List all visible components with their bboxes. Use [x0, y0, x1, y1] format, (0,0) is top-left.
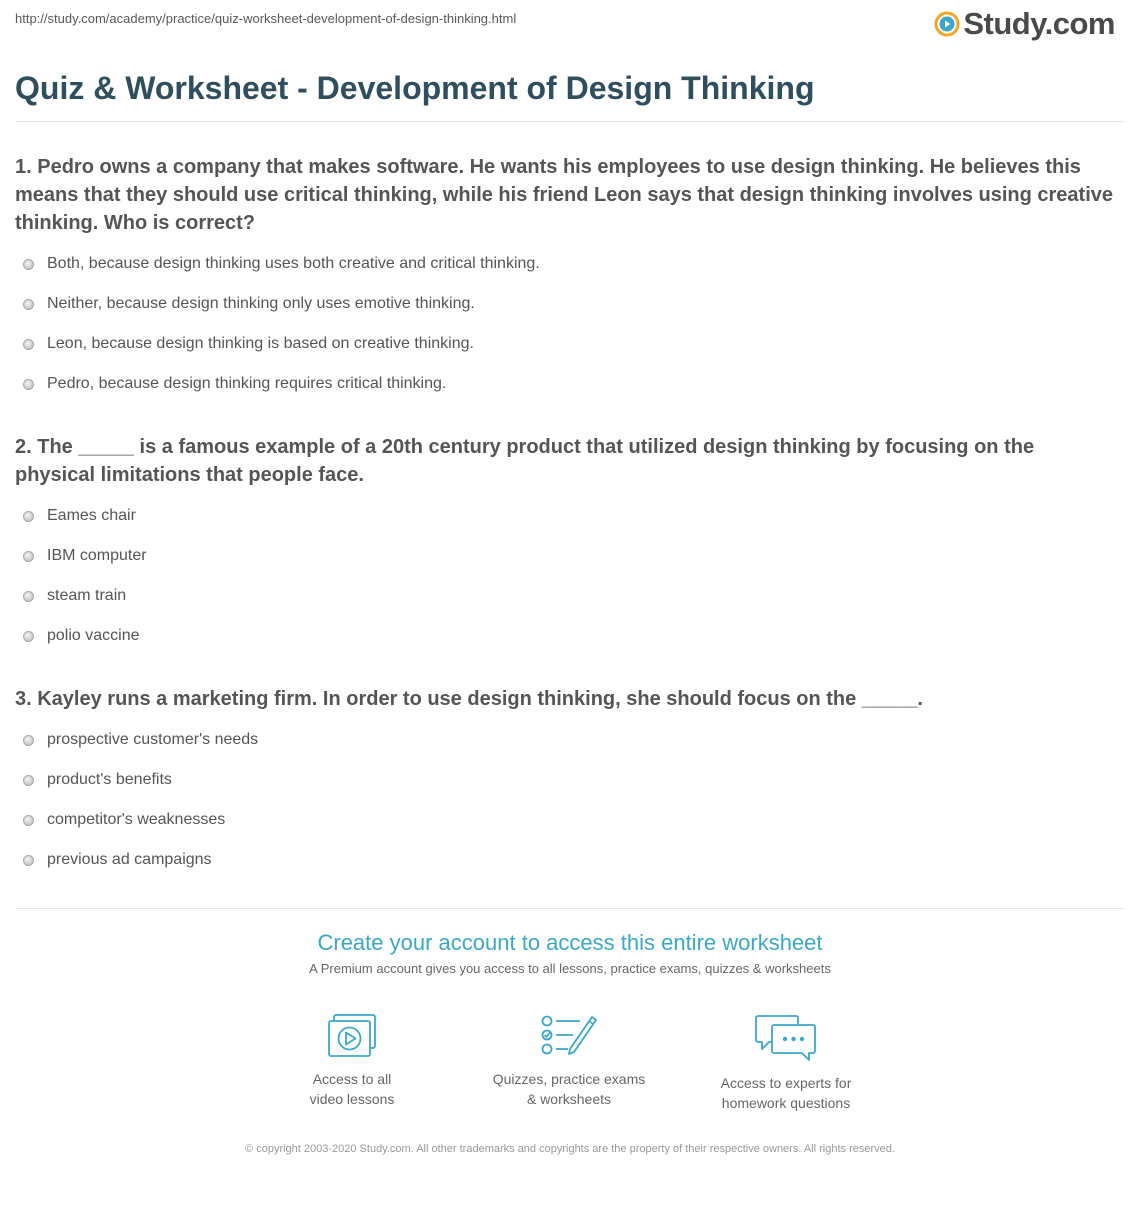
answer-option[interactable] [15, 496, 147, 536]
option-label: steam train [47, 587, 127, 604]
quiz-checklist-icon [540, 1013, 598, 1059]
page-title: Quiz & Worksheet - Development of Design Thinking [15, 70, 815, 106]
premium-description: A Premium account gives you access to all lessons, practice exams, quizzes & worksheets [309, 961, 831, 976]
feature-experts [686, 1013, 886, 1113]
option-label: competitor's weaknesses [47, 811, 226, 828]
option-label: prospective customer's needs [47, 731, 259, 748]
option-label: Pedro, because design thinking requires critical thinking. [47, 375, 447, 392]
radio-icon[interactable] [23, 775, 34, 786]
page-url: http://study.com/academy/practice/quiz-worksheet-development-of-design-thinking.html [15, 11, 517, 26]
chat-bubbles-icon [754, 1013, 818, 1063]
option-label: previous ad campaigns [47, 851, 212, 868]
copyright-notice: © copyright 2003-2020 Study.com. All other trademarks and copyrights are the property of their respective owners. All rights reserved. [245, 1143, 895, 1155]
feature-label: Quizzes, practice exams & worksheets [492, 1071, 646, 1107]
option-label: Both, because design thinking uses both creative and critical thinking. [47, 255, 540, 272]
question-1-options [15, 244, 540, 404]
feature-quizzes [469, 1013, 669, 1109]
option-label: product's benefits [47, 771, 172, 788]
study-logo[interactable] [934, 6, 1115, 42]
option-label: Leon, because design thinking is based on creative thinking. [47, 335, 474, 352]
answer-option[interactable] [15, 800, 258, 840]
radio-icon[interactable] [23, 379, 34, 390]
question-1: 1. Pedro owns a company that makes software. He wants his employees to use design thinking. He believes this means that they should use critical thinking, while his friend Leon says that design thinking involves using creative thinking. Who is correct? [15, 156, 1114, 234]
divider [15, 121, 1125, 122]
feature-label: Access to experts for homework questions [720, 1075, 852, 1111]
option-label: IBM computer [47, 547, 147, 564]
feature-label: Access to all video lessons [309, 1071, 395, 1107]
answer-option[interactable] [15, 760, 258, 800]
question-2-options [15, 496, 147, 656]
answer-option[interactable] [15, 364, 540, 404]
answer-option[interactable] [15, 616, 147, 656]
question-2: 2. The _____ is a famous example of a 20th century product that utilized design thinking by focusing on the physical limitations that people face. [15, 436, 1035, 486]
feature-video-lessons [252, 1013, 452, 1109]
option-label: polio vaccine [47, 627, 140, 644]
option-label: Eames chair [47, 507, 136, 524]
answer-option[interactable] [15, 284, 540, 324]
radio-icon[interactable] [23, 631, 34, 642]
radio-icon[interactable] [23, 299, 34, 310]
question-3-options [15, 720, 258, 880]
create-account-link[interactable]: Create your account to access this entire worksheet [317, 930, 823, 955]
answer-option[interactable] [15, 244, 540, 284]
radio-icon[interactable] [23, 551, 34, 562]
radio-icon[interactable] [23, 735, 34, 746]
radio-icon[interactable] [23, 339, 34, 350]
divider [15, 908, 1125, 909]
question-3: 3. Kayley runs a marketing firm. In order to use design thinking, she should focus on the _____. [15, 688, 923, 710]
option-label: Neither, because design thinking only uses emotive thinking. [47, 295, 475, 312]
answer-option[interactable] [15, 720, 258, 760]
radio-icon[interactable] [23, 855, 34, 866]
answer-option[interactable] [15, 576, 147, 616]
answer-option[interactable] [15, 324, 540, 364]
logo-text: Study.com [963, 6, 1115, 41]
answer-option[interactable] [15, 536, 147, 576]
radio-icon[interactable] [23, 815, 34, 826]
radio-icon[interactable] [23, 511, 34, 522]
video-lesson-icon [326, 1013, 378, 1059]
answer-option[interactable] [15, 840, 258, 880]
radio-icon[interactable] [23, 259, 34, 270]
radio-icon[interactable] [23, 591, 34, 602]
play-logo-icon [934, 11, 960, 37]
